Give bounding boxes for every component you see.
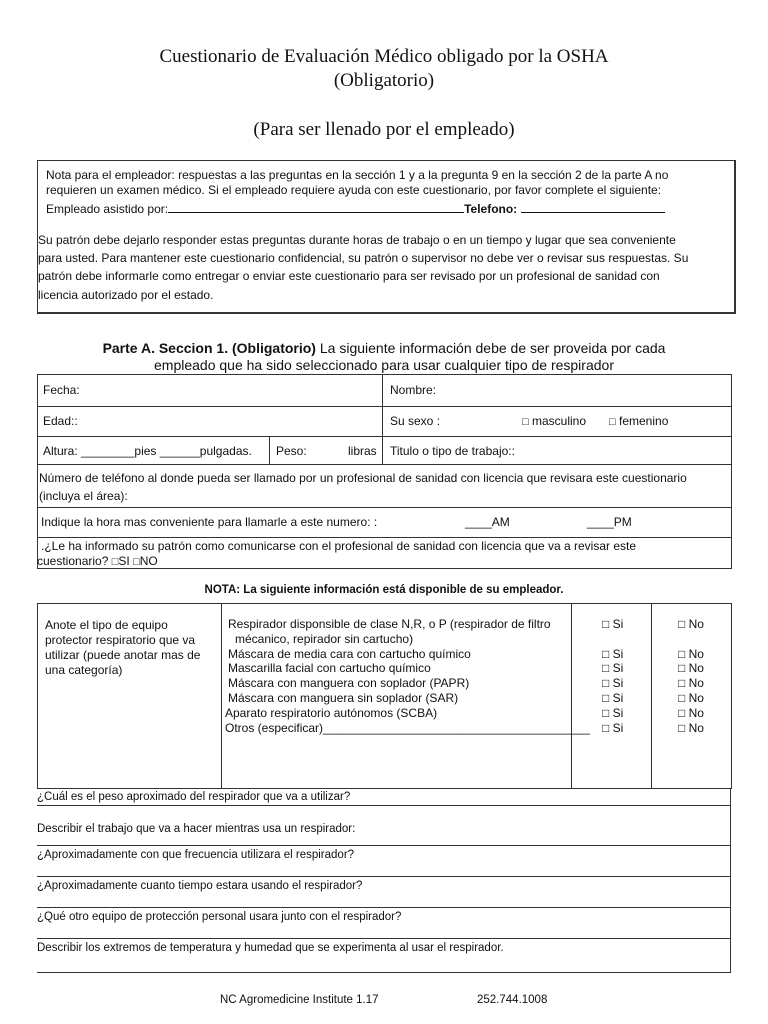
question-temperatura: Describir los extremos de temperatura y humedad que se experimenta al usar el respirador. (37, 942, 504, 954)
left-label-line: protector respiratorio que va (45, 633, 196, 647)
row-divider (37, 464, 732, 465)
equipment-item: Máscara con manguera con soplador (PAPR) (228, 676, 470, 690)
no-checkbox[interactable]: □ (133, 556, 140, 568)
col-divider (382, 374, 383, 464)
equipment-item: Aparato respiratorio autónomos (SCBA) (225, 706, 438, 720)
nombre-label: Nombre: (390, 383, 437, 397)
row-divider (37, 907, 731, 908)
col-divider (571, 603, 572, 789)
personal-info-table (37, 374, 732, 569)
si-option[interactable]: □ Si (602, 661, 624, 675)
row-divider (37, 507, 732, 508)
row-divider (37, 845, 731, 846)
section1-heading-bold: Parte A. Seccion 1. (Obligatorio) (102, 340, 316, 356)
page-title: Cuestionario de Evaluación Médico obligado por la OSHA (159, 46, 609, 67)
page-title-obligatorio: (Obligatorio) (333, 70, 435, 91)
equipment-item: Máscara con manguera sin soplador (SAR) (228, 691, 459, 705)
no-option[interactable]: □ No (678, 617, 704, 631)
edad-label: Edad:: (43, 414, 78, 428)
si-option[interactable]: □ Si (602, 647, 624, 661)
phone-field[interactable] (521, 200, 665, 213)
left-label-line: Anote el tipo de equipo (45, 618, 168, 632)
telefono-line-1: Número de teléfono al donde pueda ser llamado por un profesional de sanidad con licencia que revisara este cuestionario (39, 471, 687, 485)
si-checkbox[interactable]: □ (111, 556, 119, 568)
equipment-item: Máscara de media cara con cartucho químico (228, 647, 471, 661)
no-option[interactable]: □ No (678, 691, 704, 705)
si-option[interactable]: □ Si (602, 691, 624, 705)
phone-label: Telefono: (464, 202, 518, 216)
si-option[interactable]: □ Si (602, 706, 624, 720)
col-divider (221, 603, 222, 789)
footer-phone: 252.744.1008 (477, 994, 548, 1006)
note-para-1: Su patrón debe dejarlo responder estas preguntas durante horas de trabajo o en un tiempo y lugar que sea conveniente (38, 233, 676, 247)
question-equipo: ¿Qué otro equipo de protección personal usara junto con el respirador? (37, 911, 402, 923)
question-trabajo: Describir el trabajo que va a hacer mientras usa un respirador: (37, 823, 356, 835)
equipment-item: Respirador disponsible de clase N,R, o P (respirador de filtro (228, 617, 551, 631)
row-divider (37, 436, 732, 437)
masculino-label: masculino (532, 414, 587, 428)
femenino-checkbox[interactable]: □ (609, 416, 616, 428)
equipment-item-cont: mécanico, repirador sin cartucho) (235, 632, 414, 646)
note-line-1: Nota para el empleador: respuestas a las preguntas en la sección 1 y a la pregunta 9 en la sección 2 de la parte A no (46, 168, 669, 182)
no-option[interactable]: □ No (678, 647, 704, 661)
informado-line-2 (37, 554, 158, 568)
question-tiempo: ¿Aproximadamente cuanto tiempo estara usando el respirador? (37, 880, 363, 892)
left-label-line: utilizar (puede anotar mas de (45, 648, 201, 662)
altura-label: Altura: ________pies ______pulgadas. (43, 444, 252, 458)
fecha-label: Fecha: (43, 383, 80, 397)
telefono-line-2: (incluya el área): (39, 489, 128, 503)
no-option[interactable]: □ No (678, 706, 704, 720)
peso-label: Peso: (276, 444, 307, 458)
sexo-row (390, 414, 440, 428)
am-field[interactable]: ____AM (465, 515, 510, 529)
note-para-3: patrón debe informarle como entregar o enviar este cuestionario para ser revisado por un profesional de sanidad con (38, 269, 660, 283)
equipment-left-label (45, 618, 200, 678)
pm-field[interactable]: ____PM (587, 515, 632, 529)
section1-heading (0, 340, 768, 356)
hora-label: Indique la hora mas conveniente para llamarle a este numero: : (41, 515, 378, 529)
masculino-option[interactable] (522, 414, 586, 428)
titulo-label: Titulo o tipo de trabajo:: (390, 444, 515, 458)
libras-label: libras (348, 444, 377, 458)
question-frecuencia: ¿Aproximadamente con que frecuencia utilizara el respirador? (37, 849, 355, 861)
row-divider (37, 537, 732, 538)
nota-empleador: NOTA: La siguiente información está disponible de su empleador. (204, 584, 564, 596)
informado-question: cuestionario? (37, 554, 109, 568)
footer-institute: NC Agromedicine Institute 1.17 (220, 994, 379, 1006)
no-option[interactable]: □ No (678, 721, 704, 735)
note-line-2: requieren un examen médico. Si el empleado requiere ayuda con este cuestionario, por favor complete el siguiente: (46, 183, 662, 197)
page-subtitle: (Para ser llenado por el empleado) (253, 119, 515, 140)
row-divider (37, 876, 731, 877)
informado-line-1: .¿Le ha informado su patrón como comunicarse con el profesional de sanidad con licencia que va a revisar este (41, 539, 637, 553)
equipment-item-otros: Otros (especificar)________________________________________ (225, 721, 590, 735)
assisted-by-row (46, 200, 665, 216)
col-divider (651, 603, 652, 789)
note-para-4: licencia autorizado por el estado. (38, 288, 214, 302)
left-label-line: una categoría) (45, 663, 123, 677)
no-option[interactable]: □ No (678, 676, 704, 690)
femenino-label: femenino (619, 414, 669, 428)
row-divider (37, 406, 732, 407)
masculino-checkbox[interactable]: □ (522, 416, 529, 428)
sexo-label: Su sexo : (390, 414, 441, 428)
si-option[interactable]: □ Si (602, 676, 624, 690)
section1-heading-rest: La siguiente información debe de ser proveida por cada (315, 340, 666, 356)
assisted-by-label: Empleado asistido por: (46, 202, 169, 216)
note-para-2: para usted. Para mantener este cuestionario confidencial, su patrón o supervisor no debe ver o revisar sus respuestas. Su (38, 251, 689, 265)
femenino-option[interactable] (609, 414, 668, 428)
assisted-by-field[interactable] (168, 200, 464, 213)
question-peso: ¿Cuál es el peso aproximado del respirador que va a utilizar? (37, 791, 351, 803)
si-option[interactable]: □ Si (602, 617, 624, 631)
si-option[interactable]: □ Si (602, 721, 624, 735)
row-divider (37, 805, 731, 806)
equipment-table (37, 603, 732, 789)
no-label: NO (139, 554, 158, 568)
section1-heading-line2: empleado que ha sido seleccionado para usar cualquier tipo de respirador (154, 357, 614, 373)
row-divider (37, 938, 731, 939)
si-label: SI (118, 554, 130, 568)
no-option[interactable]: □ No (678, 661, 704, 675)
col-divider (269, 436, 270, 464)
equipment-item: Mascarilla facial con cartucho químico (228, 661, 431, 675)
